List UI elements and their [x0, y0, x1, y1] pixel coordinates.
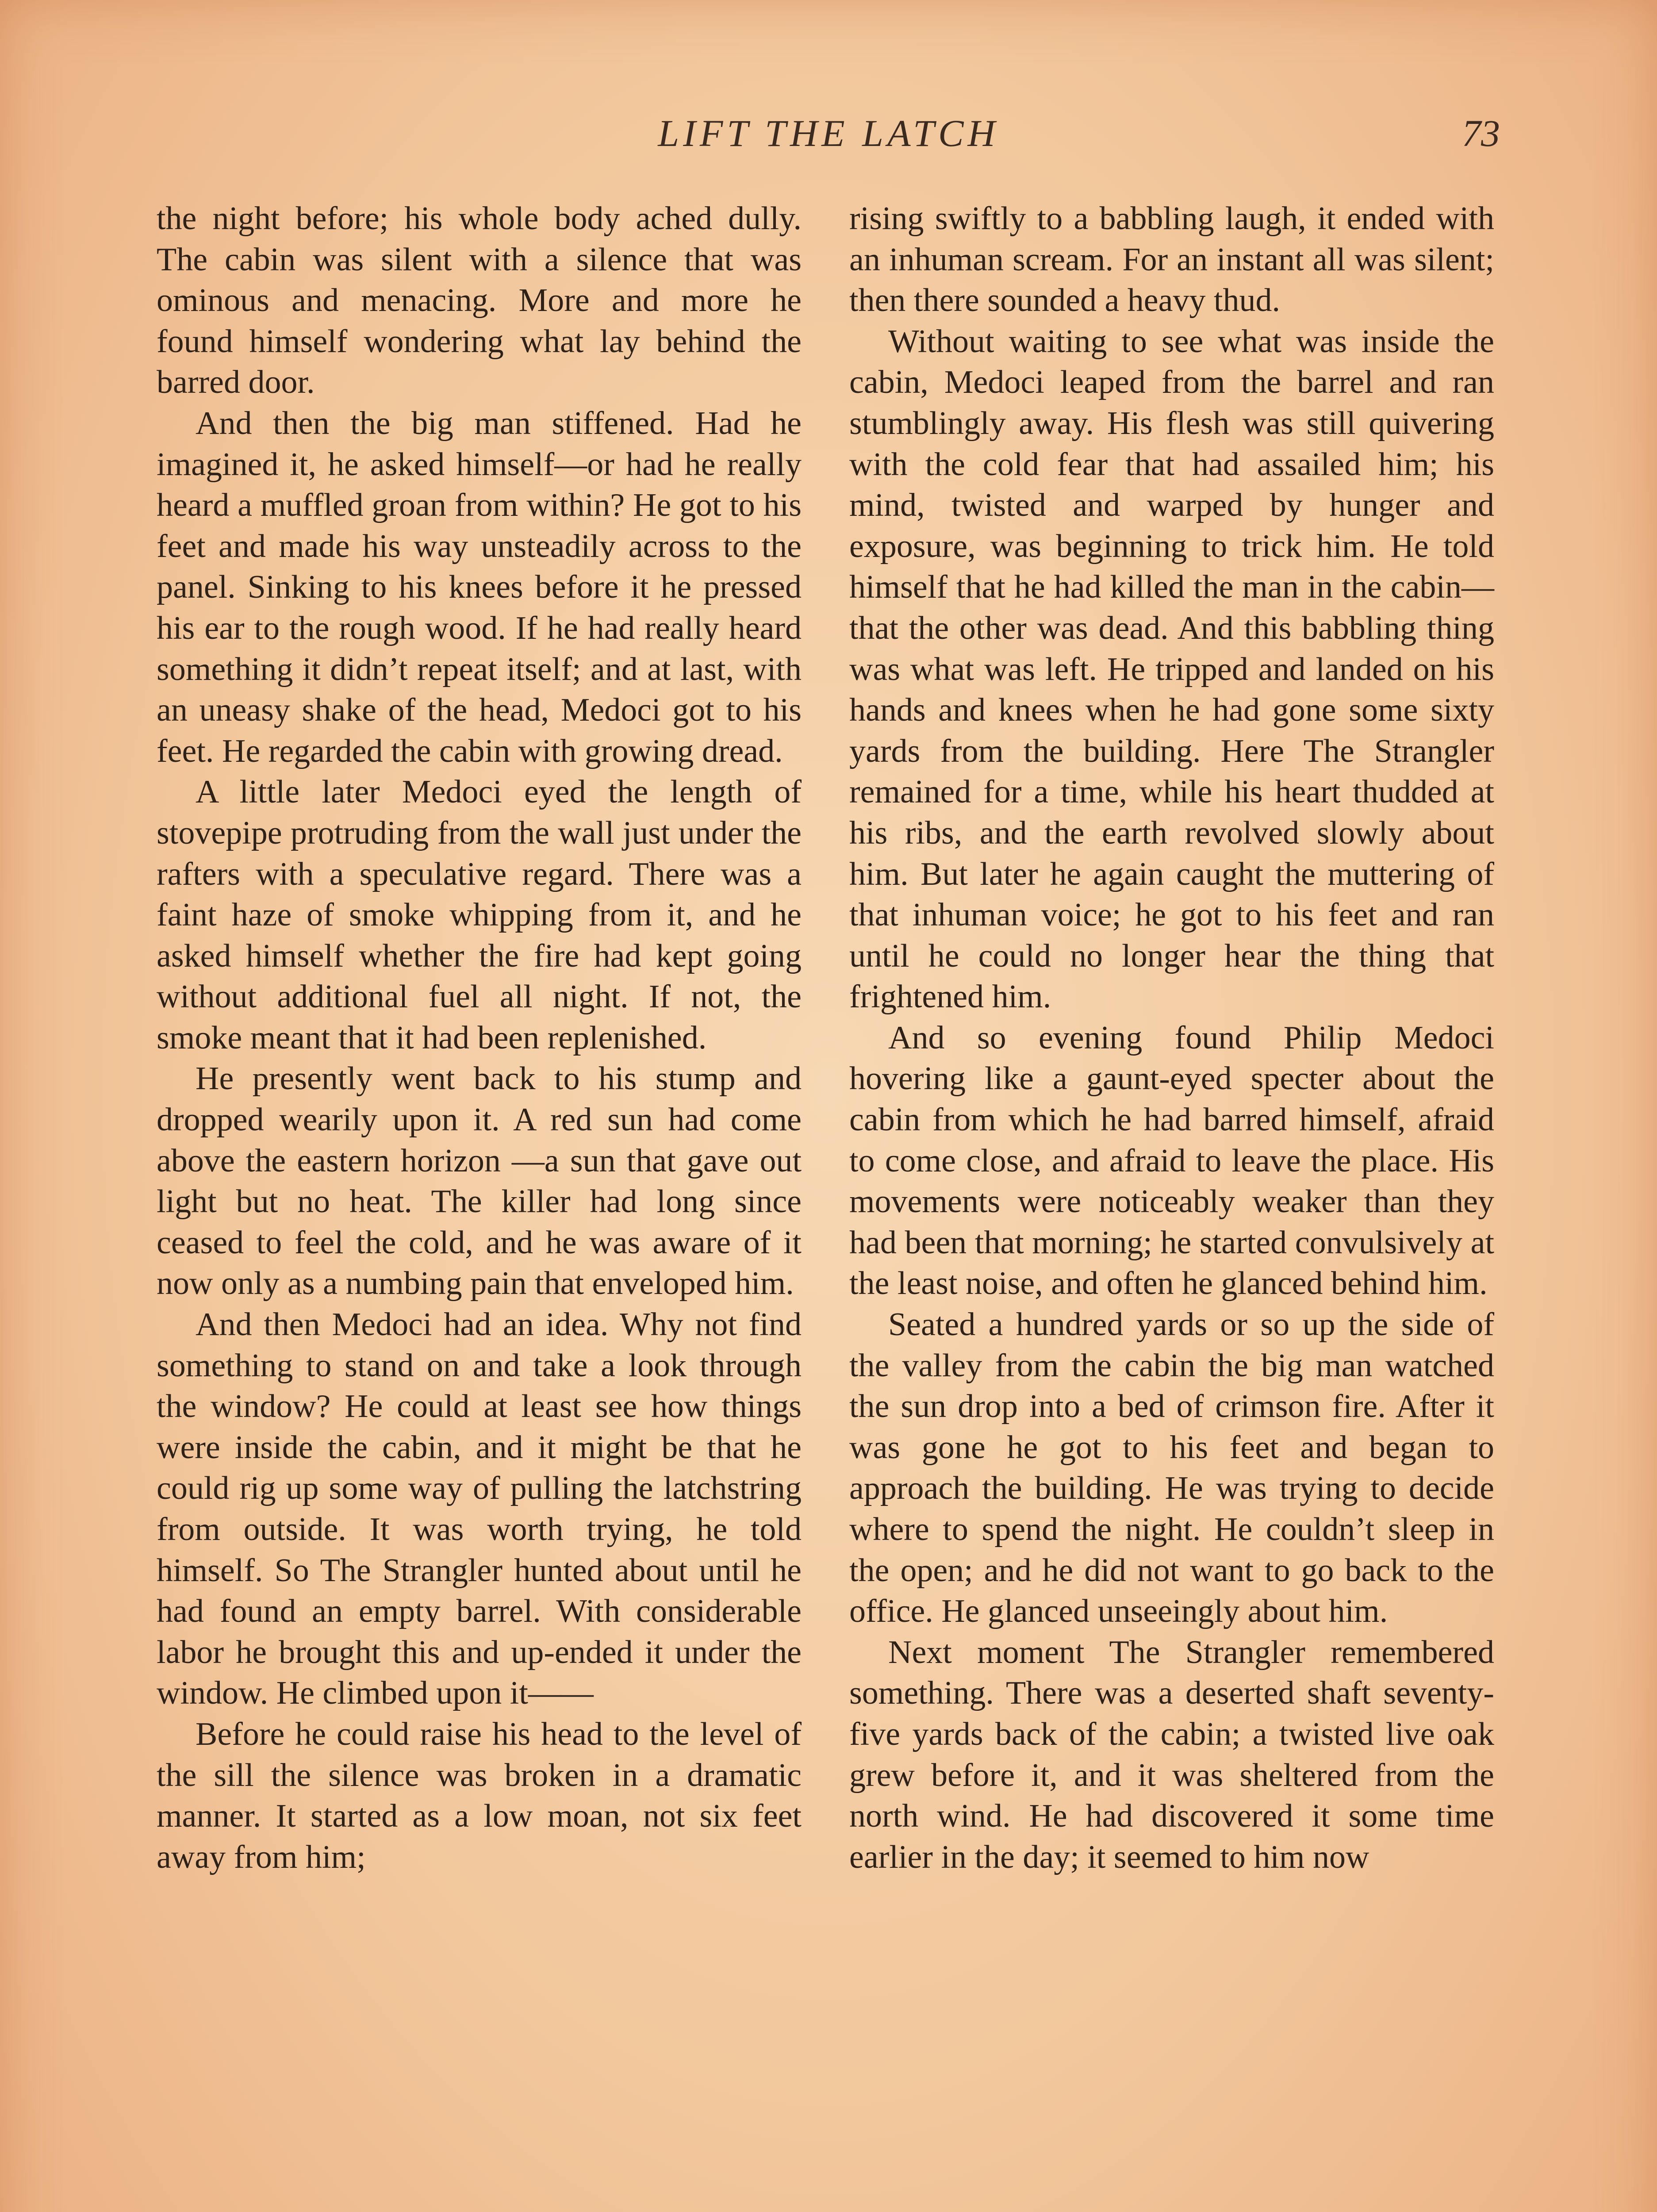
right-text-column: [849, 198, 1494, 1878]
page-number: 73: [1462, 112, 1500, 154]
paragraph: Without waiting to see what was inside the cabin, Medoci leaped from the barrel and ran stumblingly away. His flesh was still quivering with the cold fear that had assailed him; his mind, twisted and warped by hunger and exposure, was beginning to trick him. He told himself that he had killed the man in the cabin—that the other was dead. And this babbling thing was what was left. He tripped and landed on his hands and knees when he had gone some sixty yards from the building. Here The Strangler remained for a time, while his heart thudded at his ribs, and the earth revolved slowly about him. But later he again caught the muttering of that inhuman voice; he got to his feet and ran until he could no longer hear the thing that frightened him.: [849, 323, 1494, 1015]
left-text-column: [157, 198, 802, 1878]
paragraph: He presently went back to his stump and dropped wearily upon it. A red sun had come above the eastern horizon —a sun that gave out light but no heat. The killer had long since ceased to feel the cold, and he was aware of it now only as a numbing pain that enveloped him.: [157, 1060, 802, 1302]
paragraph: And so evening found Philip Medoci hovering like a gaunt-eyed specter about the cabin from which he had barred himself, afraid to come close, and afraid to leave the place. His movements were noticeably weaker than they had been that morning; he started convulsively at the least noise, and often he glanced behind him.: [849, 1019, 1494, 1302]
paragraph: the night before; his whole body ached dully. The cabin was silent with a silence that was ominous and menacing. More and more he found himself wondering what lay behind the barred door.: [157, 200, 802, 401]
paragraph: And then Medoci had an idea. Why not find something to stand on and take a look through the window? He could at least see how things were inside the cabin, and it might be that he could rig up some way of pulling the latchstring from outside. It was worth trying, he told himself. So The Strangler hunted about until he had found an empty barrel. With considerable labor he brought this and up-ended it under the window. He climbed upon it——: [157, 1306, 802, 1712]
paragraph: rising swiftly to a babbling laugh, it ended with an inhuman scream. For an instant all was silent; then there sounded a heavy thud.: [849, 200, 1494, 319]
paragraph: Before he could raise his head to the level of the sill the silence was broken in a dramatic manner. It started as a low moan, not six feet away from him;: [157, 1716, 802, 1875]
paragraph: And then the big man stiffened. Had he imagined it, he asked himself—or had he really heard a muffled groan from within? He got to his feet and made his way unsteadily across to the panel. Sinking to his knees before it he pressed his ear to the rough wood. If he had really heard something it didn’t repeat itself; and at last, with an uneasy shake of the head, Medoci got to his feet. He regarded the cabin with growing dread.: [157, 405, 802, 769]
paragraph: Seated a hundred yards or so up the side of the valley from the cabin the big man watched the sun drop into a bed of crimson fire. After it was gone he got to his feet and began to approach the building. He was trying to decide where to spend the night. He couldn’t sleep in the open; and he did not want to go back to the office. He glanced unseeingly about him.: [849, 1306, 1494, 1630]
paragraph: A little later Medoci eyed the length of stovepipe protruding from the wall just under the rafters with a speculative regard. There was a faint haze of smoke whipping from it, and he asked himself whether the fire had kept going without additional fuel all night. If not, the smoke meant that it had been replenished.: [157, 774, 802, 1056]
paragraph: Next moment The Strangler remembered something. There was a deserted shaft seventy-five yards back of the cabin; a twisted live oak grew before it, and it was sheltered from the north wind. He had discovered it some time earlier in the day; it seemed to him now: [849, 1634, 1494, 1875]
running-title: LIFT THE LATCH: [658, 112, 999, 154]
